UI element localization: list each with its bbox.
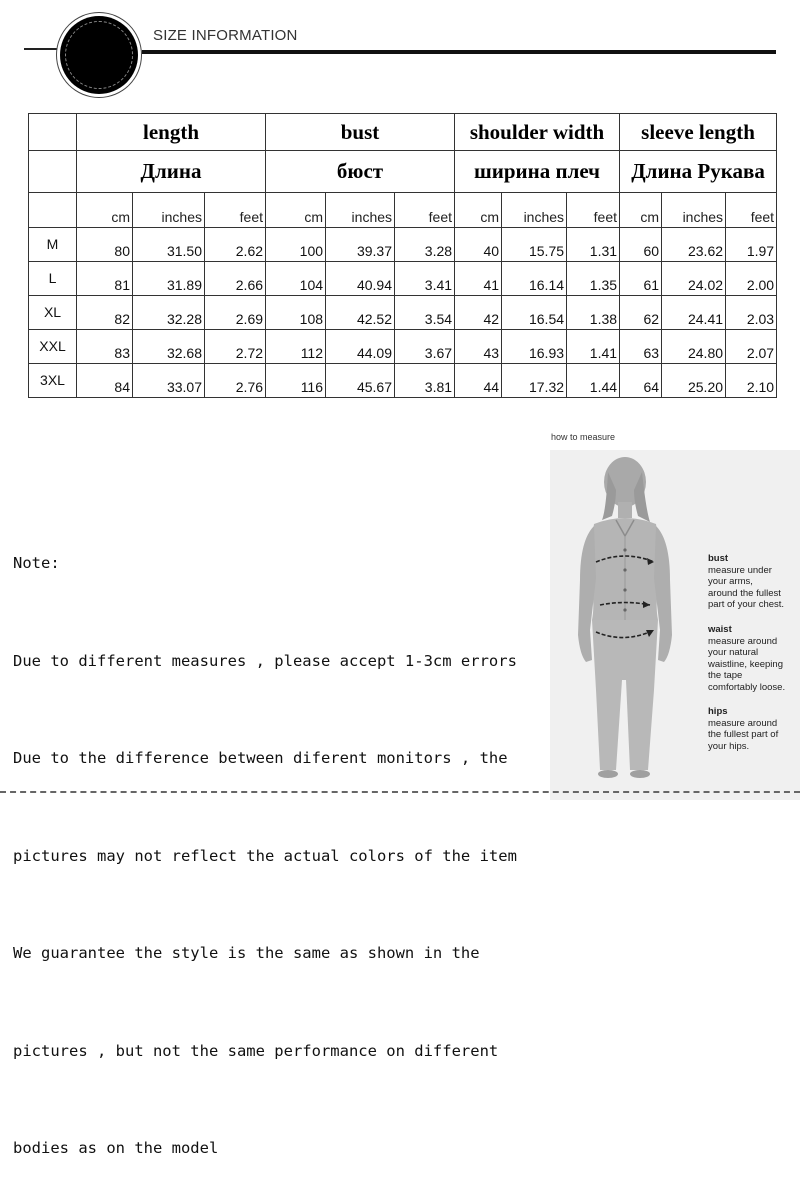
measurement-cell: 42.52 xyxy=(326,296,395,330)
measurement-cell: 44 xyxy=(455,364,502,398)
measurement-cell: 24.41 xyxy=(662,296,726,330)
note-line: We guarantee the style is the same as shown in the xyxy=(13,944,480,962)
measurement-cell: 40.94 xyxy=(326,262,395,296)
corner-cell xyxy=(29,151,77,193)
measurement-cell: 1.31 xyxy=(567,228,620,262)
measurement-cell: 15.75 xyxy=(502,228,567,262)
measurement-cell: 41 xyxy=(455,262,502,296)
measurement-cell: 80 xyxy=(77,228,133,262)
hips-title: hips xyxy=(708,706,728,717)
measurement-cell: 40 xyxy=(455,228,502,262)
measurement-cell: 100 xyxy=(266,228,326,262)
measurement-cell: 43 xyxy=(455,330,502,364)
measurement-cell: 32.68 xyxy=(133,330,205,364)
measurement-cell: 3.81 xyxy=(395,364,455,398)
note-text xyxy=(13,482,517,1197)
measurement-cell: 60 xyxy=(620,228,662,262)
measurement-cell: 63 xyxy=(620,330,662,364)
measurement-cell: 2.72 xyxy=(205,330,266,364)
measurement-cell: 32.28 xyxy=(133,296,205,330)
note-line: bodies as on the model xyxy=(13,1139,219,1157)
measurement-cell: 24.02 xyxy=(662,262,726,296)
table-row xyxy=(29,228,777,262)
unit-row xyxy=(29,193,777,228)
col-header-bust-ru: бюст xyxy=(266,151,455,193)
measurement-cell: 2.69 xyxy=(205,296,266,330)
unit-cell: inches xyxy=(662,193,726,228)
note-line: pictures may not reflect the actual colors of the item xyxy=(13,846,517,865)
col-header-sleeve-ru: Длина Рукава xyxy=(620,151,777,193)
header-rule-right xyxy=(142,50,776,54)
table-row xyxy=(29,262,777,296)
bust-instruction xyxy=(708,553,784,611)
measurement-cell: 1.35 xyxy=(567,262,620,296)
measurement-cell: 33.07 xyxy=(133,364,205,398)
measurement-cell: 1.38 xyxy=(567,296,620,330)
corner-cell xyxy=(29,193,77,228)
measurement-cell: 1.41 xyxy=(567,330,620,364)
measurement-cell: 42 xyxy=(455,296,502,330)
measurement-cell: 3.67 xyxy=(395,330,455,364)
how-to-measure-title: how to measure xyxy=(551,432,616,442)
measurement-cell: 2.66 xyxy=(205,262,266,296)
bust-desc: measure under your arms, around the fullest part of your chest. xyxy=(708,564,785,610)
col-header-shoulder: shoulder width xyxy=(455,114,620,151)
measurement-cell: 61 xyxy=(620,262,662,296)
measurement-cell: 44.09 xyxy=(326,330,395,364)
col-header-length: length xyxy=(77,114,266,151)
waist-title: waist xyxy=(708,624,732,635)
measurement-cell: 24.80 xyxy=(662,330,726,364)
measurement-cell: 104 xyxy=(266,262,326,296)
measurement-cell: 23.62 xyxy=(662,228,726,262)
unit-cell: feet xyxy=(726,193,777,228)
measurement-cell: 81 xyxy=(77,262,133,296)
note-line: Note: xyxy=(13,554,60,572)
measurement-cell: 1.44 xyxy=(567,364,620,398)
measurement-cell: 112 xyxy=(266,330,326,364)
col-header-sleeve: sleeve length xyxy=(620,114,777,151)
size-label: XL xyxy=(29,296,77,330)
bust-title: bust xyxy=(708,553,729,564)
measurement-cell: 16.54 xyxy=(502,296,567,330)
note-line: Due to the difference between diferent monitors , the xyxy=(13,749,508,767)
measurement-cell: 82 xyxy=(77,296,133,330)
unit-cell: inches xyxy=(502,193,567,228)
table-row xyxy=(29,364,777,398)
col-header-length-ru: Длина xyxy=(77,151,266,193)
header-logo-circle xyxy=(60,16,138,94)
measurement-cell: 2.62 xyxy=(205,228,266,262)
table-row xyxy=(29,296,777,330)
unit-cell: feet xyxy=(567,193,620,228)
measurement-cell: 2.10 xyxy=(726,364,777,398)
bottom-dashed-divider xyxy=(0,791,800,793)
col-header-bust: bust xyxy=(266,114,455,151)
measurement-cell: 16.14 xyxy=(502,262,567,296)
measurement-cell: 31.89 xyxy=(133,262,205,296)
measurement-cell: 64 xyxy=(620,364,662,398)
measurement-cell: 2.76 xyxy=(205,364,266,398)
unit-cell: inches xyxy=(133,193,205,228)
unit-cell: cm xyxy=(620,193,662,228)
hips-instruction xyxy=(708,706,778,752)
header-rule-left xyxy=(24,48,58,50)
measurement-cell: 2.03 xyxy=(726,296,777,330)
measurement-cell: 84 xyxy=(77,364,133,398)
measurement-cell: 1.97 xyxy=(726,228,777,262)
size-label: XXL xyxy=(29,330,77,364)
corner-cell xyxy=(29,114,77,151)
measurement-cell: 62 xyxy=(620,296,662,330)
measurement-cell: 2.07 xyxy=(726,330,777,364)
note-line: Due to different measures , please accept 1-3cm errors xyxy=(13,651,517,670)
size-table xyxy=(28,113,777,398)
unit-cell: feet xyxy=(205,193,266,228)
measurement-cell: 45.67 xyxy=(326,364,395,398)
measurement-cell: 31.50 xyxy=(133,228,205,262)
measurement-cell: 116 xyxy=(266,364,326,398)
col-header-shoulder-ru: ширина плеч xyxy=(455,151,620,193)
unit-cell: cm xyxy=(77,193,133,228)
size-label: L xyxy=(29,262,77,296)
size-label: M xyxy=(29,228,77,262)
unit-cell: inches xyxy=(326,193,395,228)
measurement-cell: 39.37 xyxy=(326,228,395,262)
waist-instruction xyxy=(708,624,785,693)
unit-cell: cm xyxy=(455,193,502,228)
measurement-cell: 3.28 xyxy=(395,228,455,262)
measurement-cell: 17.32 xyxy=(502,364,567,398)
measurement-cell: 25.20 xyxy=(662,364,726,398)
waist-desc: measure around your natural waistline, keeping the tape comfortably loose. xyxy=(708,635,786,693)
note-line: pictures , but not the same performance on different xyxy=(13,1041,499,1060)
measurement-cell: 2.00 xyxy=(726,262,777,296)
unit-cell: feet xyxy=(395,193,455,228)
measurement-cell: 3.41 xyxy=(395,262,455,296)
unit-cell: cm xyxy=(266,193,326,228)
header-row-english xyxy=(29,114,777,151)
table-row xyxy=(29,330,777,364)
size-label: 3XL xyxy=(29,364,77,398)
page-title: SIZE INFORMATION xyxy=(153,27,298,44)
measurement-cell: 83 xyxy=(77,330,133,364)
hips-desc: measure around the fullest part of your hips. xyxy=(708,717,779,752)
measurement-cell: 3.54 xyxy=(395,296,455,330)
header-row-russian xyxy=(29,151,777,193)
measurement-cell: 16.93 xyxy=(502,330,567,364)
measurement-cell: 108 xyxy=(266,296,326,330)
